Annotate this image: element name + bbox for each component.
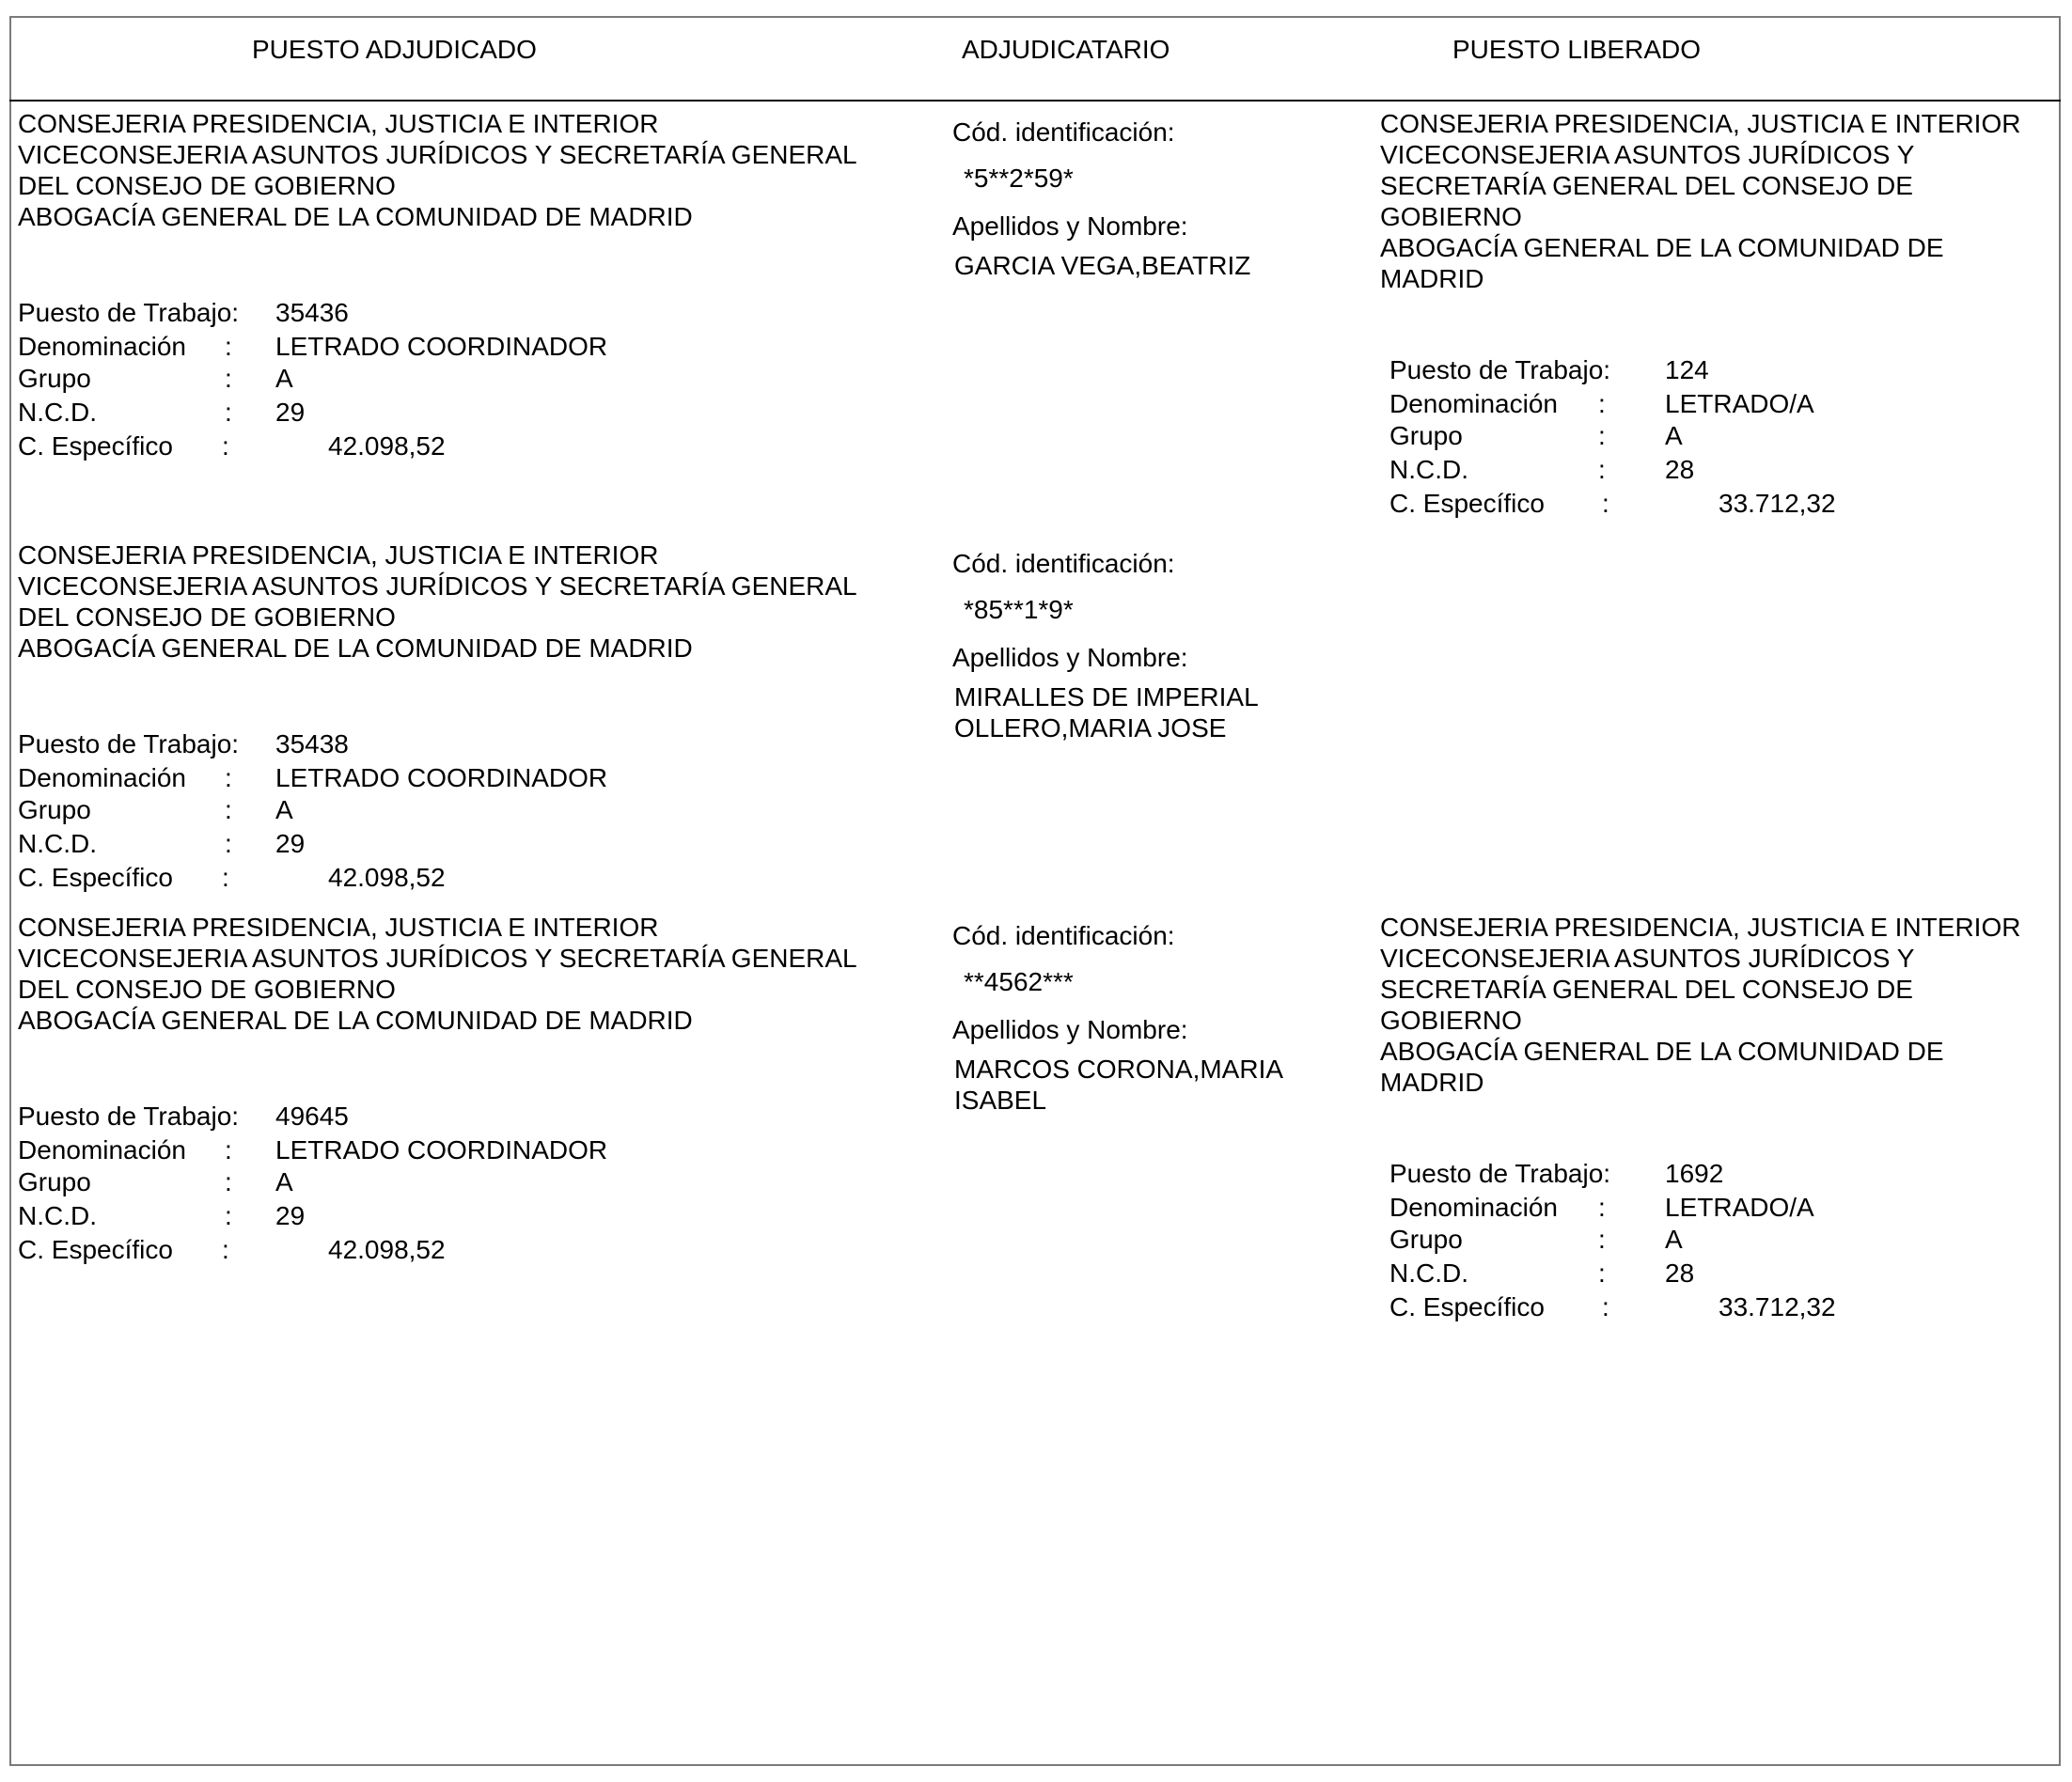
field-label: Grupo (18, 795, 91, 824)
field-colon: : (225, 795, 232, 824)
cod-value: *85**1*9* (964, 595, 1074, 624)
field-value-ncd: 28 (1665, 455, 1695, 484)
field-value-ncd: 29 (275, 829, 306, 858)
liberado-org-line: MADRID (1380, 1068, 1484, 1097)
field-colon: : (222, 431, 229, 461)
field-value-grupo: A (1665, 421, 1683, 450)
header-puesto-liberado: PUESTO LIBERADO (1452, 35, 1702, 64)
field-value-ncd: 29 (275, 398, 306, 427)
field-colon: : (225, 763, 232, 792)
field-label: N.C.D. (18, 829, 97, 858)
field-colon: : (225, 1201, 232, 1230)
field-value-grupo: A (275, 1167, 293, 1196)
field-value-ncd: 29 (275, 1201, 306, 1230)
field-colon: : (222, 863, 229, 892)
apellidos-label: Apellidos y Nombre: (952, 643, 1188, 672)
field-colon: : (225, 1135, 232, 1165)
adjudicado-org-line: VICECONSEJERIA ASUNTOS JURÍDICOS Y SECRETARÍA GENERAL (18, 944, 857, 973)
field-value-puesto: 124 (1665, 355, 1709, 384)
adjudicado-org-line: CONSEJERIA PRESIDENCIA, JUSTICIA E INTERIOR (18, 540, 659, 570)
liberado-org-line: ABOGACÍA GENERAL DE LA COMUNIDAD DE (1380, 1037, 1944, 1066)
field-colon: : (1598, 421, 1606, 450)
field-label: Puesto de Trabajo: (18, 729, 240, 758)
header-adjudicatario: ADJUDICATARIO (962, 35, 1170, 64)
field-label: Grupo (18, 1167, 91, 1196)
header-puesto-adjudicado: PUESTO ADJUDICADO (252, 35, 537, 64)
apellidos-label: Apellidos y Nombre: (952, 211, 1188, 241)
adjudicado-org-line: ABOGACÍA GENERAL DE LA COMUNIDAD DE MADRID (18, 202, 693, 231)
liberado-org-line: GOBIERNO (1380, 202, 1522, 231)
field-label: N.C.D. (1389, 455, 1468, 484)
adjudicado-org-line: DEL CONSEJO DE GOBIERNO (18, 975, 396, 1004)
liberado-org-line: GOBIERNO (1380, 1006, 1522, 1035)
cod-label: Cód. identificación: (952, 921, 1175, 950)
field-label: N.C.D. (18, 1201, 97, 1230)
field-value-especifico: 33.712,32 (1719, 489, 1836, 518)
field-label: N.C.D. (18, 398, 97, 427)
field-label: C. Específico (18, 431, 173, 461)
adjudicado-org-line: CONSEJERIA PRESIDENCIA, JUSTICIA E INTERIOR (18, 913, 659, 942)
field-label: Grupo (1389, 1225, 1463, 1254)
header-divider (9, 100, 2061, 102)
field-colon: : (1598, 389, 1606, 418)
adjudicado-org-line: DEL CONSEJO DE GOBIERNO (18, 602, 396, 632)
liberado-org (1380, 912, 2020, 1098)
apellidos-label: Apellidos y Nombre: (952, 1015, 1188, 1044)
liberado-org (1380, 108, 2020, 294)
field-label: Denominación (18, 332, 186, 361)
cod-label: Cód. identificación: (952, 117, 1175, 147)
field-label: C. Específico (18, 863, 173, 892)
liberado-org-line: ABOGACÍA GENERAL DE LA COMUNIDAD DE (1380, 233, 1944, 262)
liberado-org-line: CONSEJERIA PRESIDENCIA, JUSTICIA E INTERIOR (1380, 109, 2021, 138)
liberado-org-line: SECRETARÍA GENERAL DEL CONSEJO DE (1380, 975, 1913, 1004)
adjudicado-org-line: ABOGACÍA GENERAL DE LA COMUNIDAD DE MADRID (18, 633, 693, 663)
field-colon: : (225, 1167, 232, 1196)
field-label: Denominación (1389, 389, 1558, 418)
liberado-org-line: MADRID (1380, 264, 1484, 293)
field-colon: : (225, 332, 232, 361)
nombre-value: GARCIA VEGA,BEATRIZ (954, 251, 1251, 280)
nombre-value: MARCOS CORONA,MARIA ISABEL (954, 1055, 1282, 1115)
adjudicado-org (18, 912, 857, 1036)
adjudicado-org (18, 108, 857, 232)
field-value-denominacion: LETRADO/A (1665, 389, 1814, 418)
field-label: Puesto de Trabajo: (18, 1102, 240, 1131)
field-value-puesto: 1692 (1665, 1159, 1724, 1188)
field-label: Puesto de Trabajo: (1389, 1159, 1611, 1188)
field-label: N.C.D. (1389, 1258, 1468, 1288)
field-value-grupo: A (1665, 1225, 1683, 1254)
cod-label: Cód. identificación: (952, 549, 1175, 578)
field-colon: : (1598, 455, 1606, 484)
field-label: Grupo (1389, 421, 1463, 450)
cod-value: **4562*** (964, 967, 1074, 996)
field-colon: : (225, 829, 232, 858)
liberado-org-line: CONSEJERIA PRESIDENCIA, JUSTICIA E INTERIOR (1380, 913, 2021, 942)
field-label: Grupo (18, 364, 91, 393)
field-label: C. Específico (1389, 489, 1545, 518)
field-value-ncd: 28 (1665, 1258, 1695, 1288)
adjudicado-org-line: VICECONSEJERIA ASUNTOS JURÍDICOS Y SECRETARÍA GENERAL (18, 571, 857, 601)
field-value-puesto: 49645 (275, 1102, 349, 1131)
field-value-denominacion: LETRADO COORDINADOR (275, 1135, 608, 1165)
adjudicado-org (18, 539, 857, 664)
field-colon: : (1598, 1193, 1606, 1222)
field-value-denominacion: LETRADO COORDINADOR (275, 332, 608, 361)
field-value-especifico: 42.098,52 (328, 863, 446, 892)
field-value-puesto: 35436 (275, 298, 349, 327)
field-value-grupo: A (275, 795, 293, 824)
field-colon: : (225, 398, 232, 427)
field-value-especifico: 33.712,32 (1719, 1292, 1836, 1321)
field-label: C. Específico (18, 1235, 173, 1264)
field-value-grupo: A (275, 364, 293, 393)
field-label: Denominación (18, 763, 186, 792)
adjudicado-org-line: ABOGACÍA GENERAL DE LA COMUNIDAD DE MADRID (18, 1006, 693, 1035)
field-label: Denominación (18, 1135, 186, 1165)
field-value-denominacion: LETRADO COORDINADOR (275, 763, 608, 792)
field-value-denominacion: LETRADO/A (1665, 1193, 1814, 1222)
field-colon: : (1598, 1225, 1606, 1254)
field-colon: : (1598, 1258, 1606, 1288)
field-label: Puesto de Trabajo: (1389, 355, 1611, 384)
field-label: C. Específico (1389, 1292, 1545, 1321)
field-value-puesto: 35438 (275, 729, 349, 758)
field-colon: : (1602, 1292, 1609, 1321)
field-colon: : (1602, 489, 1609, 518)
liberado-org-line: VICECONSEJERIA ASUNTOS JURÍDICOS Y (1380, 944, 1915, 973)
liberado-org-line: VICECONSEJERIA ASUNTOS JURÍDICOS Y (1380, 140, 1915, 169)
field-label: Denominación (1389, 1193, 1558, 1222)
adjudicado-org-line: DEL CONSEJO DE GOBIERNO (18, 171, 396, 200)
field-value-especifico: 42.098,52 (328, 431, 446, 461)
adjudicado-org-line: CONSEJERIA PRESIDENCIA, JUSTICIA E INTERIOR (18, 109, 659, 138)
nombre-value: MIRALLES DE IMPERIAL OLLERO,MARIA JOSE (954, 682, 1258, 742)
liberado-org-line: SECRETARÍA GENERAL DEL CONSEJO DE (1380, 171, 1913, 200)
adjudicado-org-line: VICECONSEJERIA ASUNTOS JURÍDICOS Y SECRETARÍA GENERAL (18, 140, 857, 169)
field-value-especifico: 42.098,52 (328, 1235, 446, 1264)
field-colon: : (222, 1235, 229, 1264)
cod-value: *5**2*59* (964, 164, 1074, 193)
field-label: Puesto de Trabajo: (18, 298, 240, 327)
field-colon: : (225, 364, 232, 393)
